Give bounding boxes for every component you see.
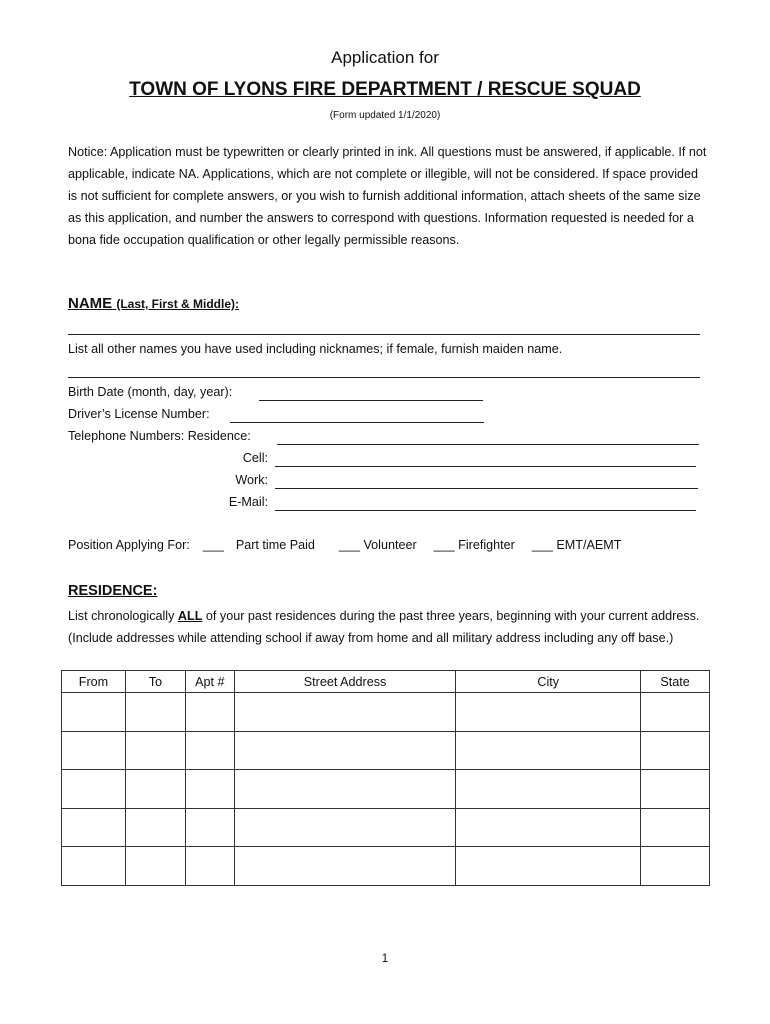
residence-text-after: of your past residences during the past three years, beginning with your current address. (Include addresses while attending school if away from home and all military address including any off base.) bbox=[68, 609, 700, 645]
from-cell[interactable] bbox=[62, 731, 126, 770]
apt-cell[interactable] bbox=[185, 770, 234, 809]
to-cell[interactable] bbox=[125, 770, 185, 809]
from-cell[interactable] bbox=[62, 770, 126, 809]
col-header-city: City bbox=[456, 671, 641, 693]
emt-checkbox[interactable]: ___ bbox=[531, 538, 553, 552]
firefighter-option: Firefighter bbox=[458, 538, 515, 552]
other-names-label: List all other names you have used including nicknames; if female, furnish maiden name. bbox=[68, 342, 563, 356]
city-cell[interactable] bbox=[456, 770, 641, 809]
to-cell[interactable] bbox=[125, 693, 185, 732]
part-time-option: Part time Paid bbox=[235, 538, 315, 552]
cell-label: Cell: bbox=[242, 451, 268, 465]
work-phone-field[interactable] bbox=[275, 473, 698, 489]
table-row bbox=[62, 770, 710, 809]
state-cell[interactable] bbox=[641, 731, 710, 770]
residence-heading: RESIDENCE: bbox=[68, 583, 158, 599]
to-cell[interactable] bbox=[125, 808, 185, 847]
cell-phone-field[interactable] bbox=[275, 451, 696, 467]
birth-date-field[interactable] bbox=[259, 385, 483, 401]
col-header-street: Street Address bbox=[234, 671, 456, 693]
city-cell[interactable] bbox=[456, 693, 641, 732]
table-row bbox=[62, 847, 710, 886]
col-header-to: To bbox=[125, 671, 185, 693]
emt-option: EMT/AEMT bbox=[556, 538, 622, 552]
street-cell[interactable] bbox=[234, 808, 456, 847]
from-cell[interactable] bbox=[62, 808, 126, 847]
residence-text-before: List chronologically bbox=[68, 609, 178, 623]
to-cell[interactable] bbox=[125, 731, 185, 770]
email-label: E-Mail: bbox=[228, 495, 268, 509]
city-cell[interactable] bbox=[456, 847, 641, 886]
residence-phone-field[interactable] bbox=[277, 429, 699, 445]
drivers-license-label: Driver’s License Number: bbox=[68, 407, 210, 421]
page-title: TOWN OF LYONS FIRE DEPARTMENT / RESCUE SQUAD bbox=[129, 79, 641, 100]
name-field[interactable] bbox=[68, 318, 700, 335]
from-cell[interactable] bbox=[62, 693, 126, 732]
state-cell[interactable] bbox=[641, 770, 710, 809]
to-cell[interactable] bbox=[125, 847, 185, 886]
from-cell[interactable] bbox=[62, 847, 126, 886]
table-row bbox=[62, 693, 710, 732]
street-cell[interactable] bbox=[234, 731, 456, 770]
state-cell[interactable] bbox=[641, 847, 710, 886]
city-cell[interactable] bbox=[456, 808, 641, 847]
name-heading bbox=[68, 295, 239, 312]
page-number: 1 bbox=[381, 951, 389, 965]
table-row bbox=[62, 731, 710, 770]
birth-date-label: Birth Date (month, day, year): bbox=[68, 385, 233, 399]
table-row bbox=[62, 808, 710, 847]
name-heading-label: NAME bbox=[68, 295, 113, 312]
residence-instructions bbox=[68, 605, 708, 649]
name-heading-sub: (Last, First & Middle): bbox=[116, 297, 240, 311]
telephone-residence-label: Telephone Numbers: Residence: bbox=[68, 429, 251, 443]
street-cell[interactable] bbox=[234, 770, 456, 809]
firefighter-checkbox[interactable]: ___ bbox=[433, 538, 455, 552]
col-header-from: From bbox=[62, 671, 126, 693]
volunteer-option: Volunteer bbox=[363, 538, 417, 552]
volunteer-checkbox[interactable]: ___ bbox=[338, 538, 360, 552]
apt-cell[interactable] bbox=[185, 693, 234, 732]
email-field[interactable] bbox=[275, 495, 696, 511]
apt-cell[interactable] bbox=[185, 847, 234, 886]
city-cell[interactable] bbox=[456, 731, 641, 770]
work-label: Work: bbox=[235, 473, 268, 487]
apt-cell[interactable] bbox=[185, 731, 234, 770]
form-intro: Application for bbox=[331, 48, 439, 67]
residence-table bbox=[61, 670, 710, 886]
col-header-state: State bbox=[641, 671, 710, 693]
col-header-apt: Apt # bbox=[185, 671, 234, 693]
position-row bbox=[68, 538, 621, 552]
form-updated-note: (Form updated 1/1/2020) bbox=[329, 110, 441, 121]
state-cell[interactable] bbox=[641, 808, 710, 847]
notice-paragraph: Notice: Application must be typewritten or clearly printed in ink. All questions must be answered, if applicable. If not applicable, indicate NA. Applications, which are not complete or illegible, will not be considered. If space provided is not sufficient for complete answers, or you wish to furnish additional information, attach sheets of the same size as this application, and number the answers to correspond with questions. Information requested is needed for a bona fide occupation qualification or other legally permissible reasons. bbox=[68, 145, 707, 247]
apt-cell[interactable] bbox=[185, 808, 234, 847]
street-cell[interactable] bbox=[234, 693, 456, 732]
state-cell[interactable] bbox=[641, 693, 710, 732]
other-names-field[interactable] bbox=[68, 362, 700, 378]
part-time-checkbox[interactable]: ___ bbox=[202, 538, 224, 552]
street-cell[interactable] bbox=[234, 847, 456, 886]
table-header-row bbox=[62, 671, 710, 693]
position-label: Position Applying For: bbox=[68, 538, 190, 552]
residence-text-bold: ALL bbox=[177, 609, 203, 623]
drivers-license-field[interactable] bbox=[230, 407, 484, 423]
